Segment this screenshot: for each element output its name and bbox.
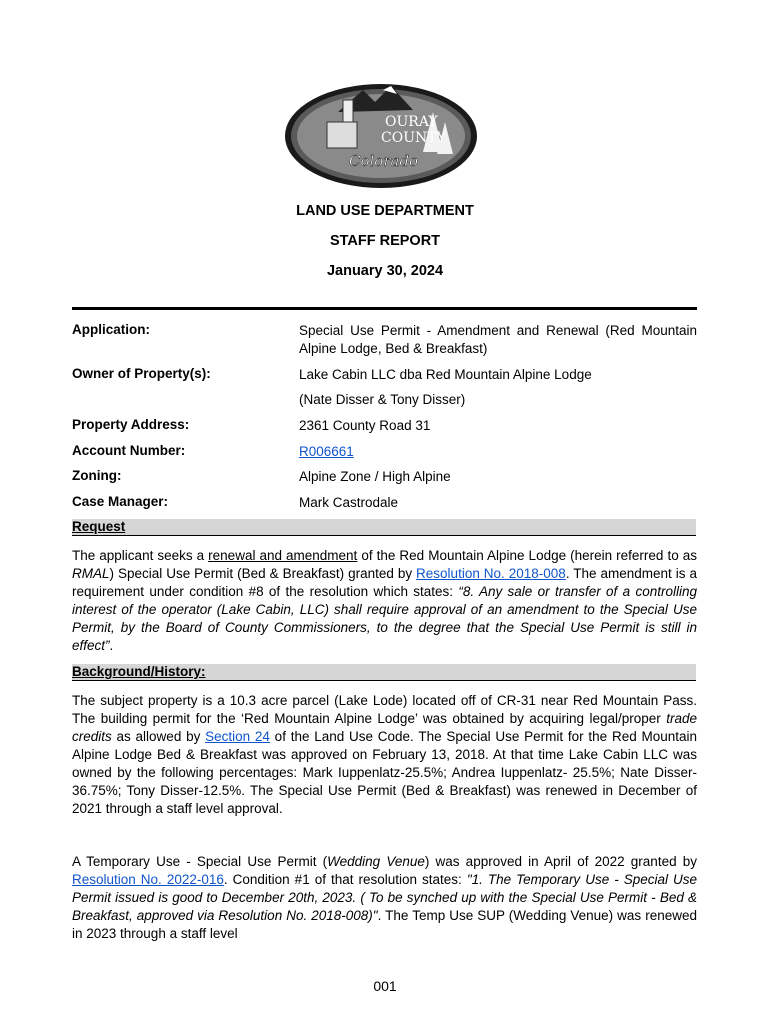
background-paragraph-1: The subject property is a 10.3 acre parcel (Lake Lode) located off of CR-31 near Red Mountain Pass. The building permit for the ‘Red Mountain Alpine Lodge’ was obtained by acquiring legal/proper trade credits as allowed by Section 24 of the Land Use Code. The Special Use Permit for the Red Mountain Alpine Lodge Bed & Breakfast was approved on February 13, 2018. At that time Lake Cabin LLC was owned by the following percentages: Mark Iuppenlatz-25.5%; Andrea Iuppenlatz- 25.5%; Nate Disser- 36.75%; Tony Disser-12.5%. The Special Use Permit (Bed & Breakfast) was renewed in December of 2021 through a staff level approval. <box>72 693 698 816</box>
report-date: January 30, 2024 <box>326 263 444 279</box>
application-label: Application: <box>72 322 150 337</box>
department-heading: LAND USE DEPARTMENT <box>296 203 474 219</box>
owner-label: Owner of Property(s): <box>72 366 211 381</box>
resolution-2018-008-link[interactable]: Resolution No. 2018-008 <box>416 566 566 581</box>
condition-quote: “8. Any sale or transfer of a controlling interest of the operator (Lake Cabin, LLC) shall require approval of an amendment to the Special Use Permit, by the Board of County Commissioners, to the degree that the Special Use Permit is still in effect” <box>72 584 697 653</box>
logo-text-county: COUNTY <box>381 130 446 146</box>
header-rule <box>72 307 697 310</box>
address-label: Property Address: <box>72 417 190 432</box>
address-value: 2361 County Road 31 <box>299 418 431 433</box>
request-paragraph: The applicant seeks a renewal and amendment of the Red Mountain Alpine Lodge (herein referred to as RMAL) Special Use Permit (Bed & Breakfast) granted by Resolution No. 2018-008. The amendment is a requirement under condition #8 of the resolution which states: “8. Any sale or transfer of a controlling interest of the operator (Lake Cabin, LLC) shall require approval of an amendment to the Special Use Permit, by the Board of County Commissioners, to the degree that the Special Use Permit is still in effect”. <box>72 548 697 653</box>
zoning-label: Zoning: <box>72 468 122 483</box>
report-title: STAFF REPORT <box>329 233 441 249</box>
resolution-2022-016-link[interactable]: Resolution No. 2022-016 <box>72 872 224 887</box>
application-value: Special Use Permit - Amendment and Renewal (Red Mountain Alpine Lodge, Bed & Breakfast) <box>299 323 697 356</box>
request-heading: Request <box>72 519 696 536</box>
section-24-link[interactable]: Section 24 <box>205 729 270 744</box>
background-heading: Background/History: <box>72 664 696 681</box>
zoning-value: Alpine Zone / High Alpine <box>299 469 451 484</box>
case-manager-label: Case Manager: <box>72 494 169 509</box>
logo-text-colorado: Colorado <box>349 152 419 170</box>
owner-value: Lake Cabin LLC dba Red Mountain Alpine Lodge <box>299 367 592 382</box>
page-number: 001 <box>373 978 397 994</box>
ouray-county-logo <box>283 82 480 190</box>
account-label: Account Number: <box>72 443 186 458</box>
account-number-link[interactable]: R006661 <box>299 444 354 459</box>
background-paragraph-2: A Temporary Use - Special Use Permit (Wedding Venue) was approved in April of 2022 granted by Resolution No. 2022-016. Condition #1 of that resolution states: "1. The Temporary Use - Special Use Permit issued is good to December 20th, 2023. ( To be synched up with the Special Use Permit - Bed & Breakfast, approved via Resolution No. 2018-008)". The Temp Use SUP (Wedding Venue) was renewed in 2023 through a staff level <box>72 854 698 941</box>
owner-names: (Nate Disser & Tony Disser) <box>299 392 466 407</box>
case-manager-value: Mark Castrodale <box>299 495 399 510</box>
logo-text-ouray: OURAY <box>385 114 438 130</box>
